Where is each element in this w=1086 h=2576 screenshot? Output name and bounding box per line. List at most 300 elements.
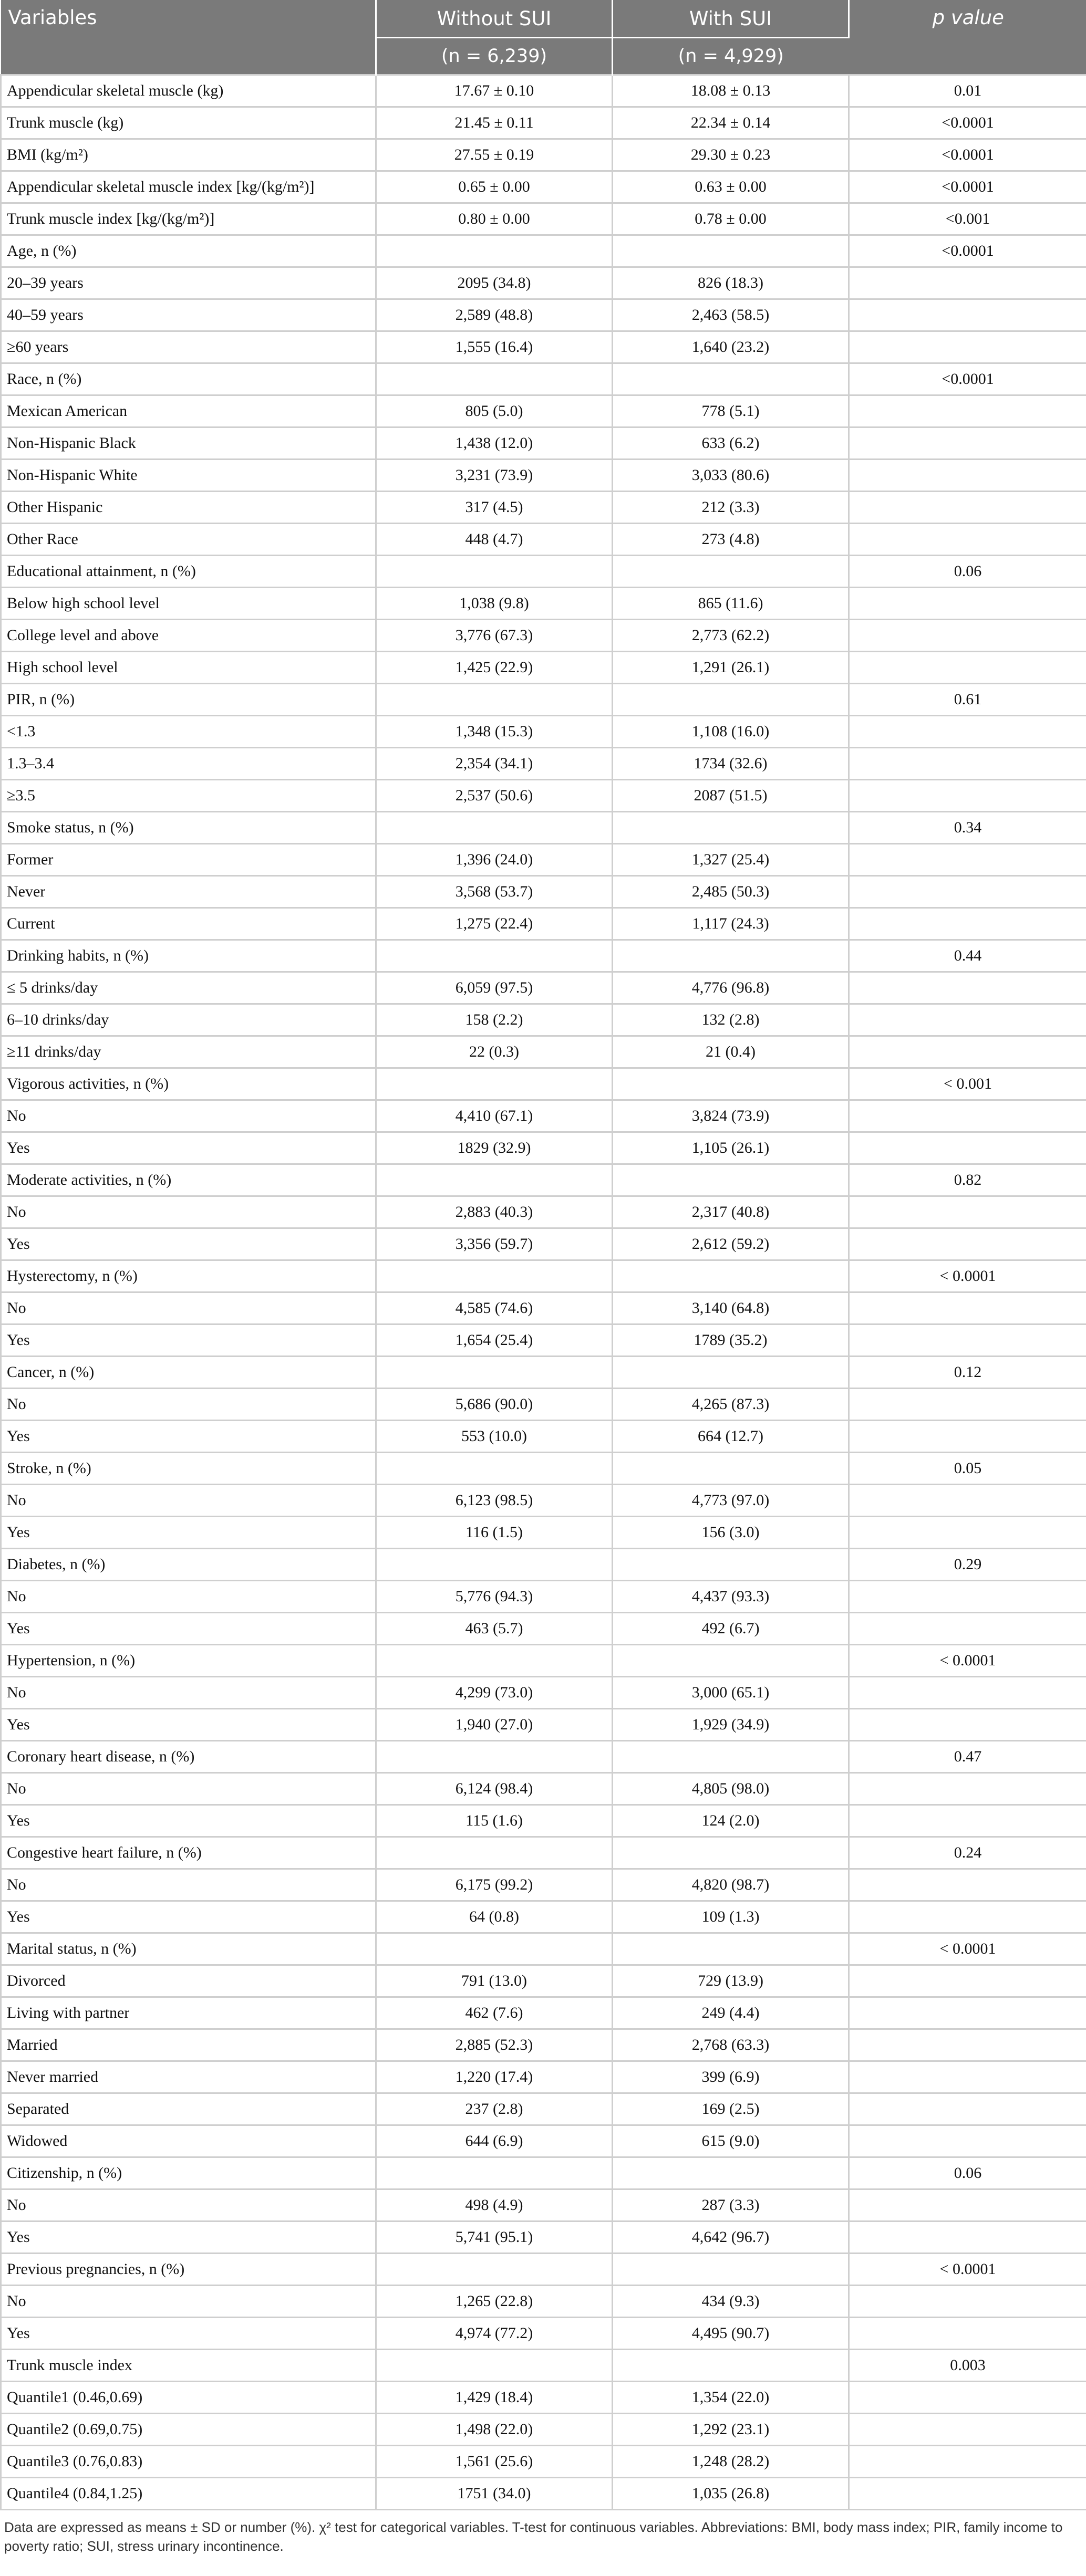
cell-without-sui: 1,265 (22.8) [376, 2286, 613, 2318]
cell-variable: Trunk muscle (kg) [1, 107, 376, 139]
cell-p-value [849, 1677, 1086, 1709]
cell-p-value [849, 908, 1086, 940]
cell-variable: Trunk muscle index [kg/(kg/m²)] [1, 203, 376, 235]
table-row [1, 1132, 1086, 1164]
cell-with-sui: 1,327 (25.4) [613, 844, 849, 876]
table-row [1, 748, 1086, 780]
cell-without-sui: 1,275 (22.4) [376, 908, 613, 940]
table-row [1, 1613, 1086, 1645]
table-row [1, 1869, 1086, 1901]
cell-p-value: < 0.0001 [849, 2254, 1086, 2286]
table-row [1, 460, 1086, 492]
cell-variable: Current [1, 908, 376, 940]
table-row [1, 2061, 1086, 2093]
cell-without-sui: 3,568 (53.7) [376, 876, 613, 908]
cell-without-sui: 1,940 (27.0) [376, 1709, 613, 1741]
table-row [1, 75, 1086, 107]
cell-variable: Appendicular skeletal muscle index [kg/(kg/m²)] [1, 171, 376, 203]
cell-with-sui: 1,640 (23.2) [613, 331, 849, 363]
table-row [1, 2157, 1086, 2189]
table-row [1, 2222, 1086, 2254]
header-without-sui-n: (n = 6,239) [376, 38, 613, 75]
table-row [1, 588, 1086, 620]
cell-with-sui: 3,033 (80.6) [613, 460, 849, 492]
cell-variable: Divorced [1, 1965, 376, 1997]
table-body [1, 75, 1086, 2510]
cell-with-sui [613, 1357, 849, 1389]
cell-with-sui: 1,105 (26.1) [613, 1132, 849, 1164]
table-row [1, 1036, 1086, 1068]
cell-without-sui: 2,883 (40.3) [376, 1196, 613, 1228]
table-row [1, 1292, 1086, 1324]
cell-with-sui: 826 (18.3) [613, 267, 849, 299]
table-row [1, 1773, 1086, 1805]
cell-without-sui [376, 2254, 613, 2286]
table-row [1, 1901, 1086, 1933]
cell-variable: Non-Hispanic Black [1, 427, 376, 460]
cell-without-sui [376, 556, 613, 588]
cell-variable: Married [1, 2029, 376, 2061]
cell-p-value [849, 2446, 1086, 2478]
cell-without-sui: 1,438 (12.0) [376, 427, 613, 460]
header-variables: Variables [1, 0, 376, 75]
cell-p-value: <0.0001 [849, 139, 1086, 171]
cell-p-value: 0.44 [849, 940, 1086, 972]
cell-p-value: 0.61 [849, 684, 1086, 716]
cell-p-value: 0.06 [849, 2157, 1086, 2189]
cell-without-sui: 2095 (34.8) [376, 267, 613, 299]
cell-with-sui: 4,805 (98.0) [613, 1773, 849, 1805]
table-row [1, 1100, 1086, 1132]
cell-with-sui: 3,000 (65.1) [613, 1677, 849, 1709]
cell-variable: No [1, 1389, 376, 1421]
cell-variable: Appendicular skeletal muscle (kg) [1, 75, 376, 107]
cell-with-sui: 212 (3.3) [613, 492, 849, 524]
cell-with-sui: 287 (3.3) [613, 2189, 849, 2222]
table-row [1, 844, 1086, 876]
table-row [1, 299, 1086, 331]
cell-p-value: < 0.001 [849, 1068, 1086, 1100]
cell-p-value [849, 1773, 1086, 1805]
cell-variable: Below high school level [1, 588, 376, 620]
cell-variable: Quantile4 (0.84,1.25) [1, 2478, 376, 2510]
cell-p-value [849, 299, 1086, 331]
table-row [1, 2382, 1086, 2414]
cell-with-sui: 273 (4.8) [613, 524, 849, 556]
cell-p-value [849, 1132, 1086, 1164]
header-with-sui: With SUI [613, 0, 849, 38]
cell-p-value [849, 2318, 1086, 2350]
cell-variable: Yes [1, 1709, 376, 1741]
cell-variable: Separated [1, 2093, 376, 2125]
cell-with-sui [613, 1164, 849, 1196]
table-row [1, 203, 1086, 235]
cell-variable: 20–39 years [1, 267, 376, 299]
cell-variable: Yes [1, 1132, 376, 1164]
cell-with-sui: 169 (2.5) [613, 2093, 849, 2125]
cell-p-value [849, 1805, 1086, 1837]
table-row [1, 652, 1086, 684]
cell-without-sui: 463 (5.7) [376, 1613, 613, 1645]
cell-p-value [849, 1228, 1086, 1260]
cell-without-sui: 4,974 (77.2) [376, 2318, 613, 2350]
cell-p-value [849, 2189, 1086, 2222]
cell-variable: Moderate activities, n (%) [1, 1164, 376, 1196]
cell-without-sui: 64 (0.8) [376, 1901, 613, 1933]
cell-variable: High school level [1, 652, 376, 684]
cell-with-sui: 664 (12.7) [613, 1421, 849, 1453]
table-row [1, 2446, 1086, 2478]
cell-variable: <1.3 [1, 716, 376, 748]
cell-with-sui: 1734 (32.6) [613, 748, 849, 780]
cell-variable: Never married [1, 2061, 376, 2093]
cell-p-value: <0.001 [849, 203, 1086, 235]
cell-without-sui: 1,555 (16.4) [376, 331, 613, 363]
cell-with-sui: 399 (6.9) [613, 2061, 849, 2093]
cell-p-value [849, 1100, 1086, 1132]
table-row [1, 331, 1086, 363]
cell-with-sui [613, 2350, 849, 2382]
cell-p-value [849, 1965, 1086, 1997]
cell-p-value [849, 1485, 1086, 1517]
cell-p-value: 0.06 [849, 556, 1086, 588]
cell-p-value: 0.82 [849, 1164, 1086, 1196]
cell-without-sui [376, 1837, 613, 1869]
cell-variable: Mexican American [1, 395, 376, 427]
cell-p-value [849, 748, 1086, 780]
table-row [1, 2350, 1086, 2382]
table-row [1, 235, 1086, 267]
cell-without-sui: 4,410 (67.1) [376, 1100, 613, 1132]
cell-without-sui [376, 1549, 613, 1581]
cell-with-sui: 0.63 ± 0.00 [613, 171, 849, 203]
table-row [1, 2286, 1086, 2318]
cell-without-sui [376, 1645, 613, 1677]
table-row [1, 2093, 1086, 2125]
table-row [1, 395, 1086, 427]
table-row [1, 1741, 1086, 1773]
cell-variable: Yes [1, 1228, 376, 1260]
cell-without-sui: 5,776 (94.3) [376, 1581, 613, 1613]
table-row [1, 812, 1086, 844]
cell-with-sui: 156 (3.0) [613, 1517, 849, 1549]
cell-p-value [849, 492, 1086, 524]
header-p-value: p value [849, 0, 1086, 75]
cell-p-value [849, 1004, 1086, 1036]
cell-variable: Citizenship, n (%) [1, 2157, 376, 2189]
cell-variable: Never [1, 876, 376, 908]
cell-without-sui [376, 1068, 613, 1100]
cell-with-sui: 2,317 (40.8) [613, 1196, 849, 1228]
cell-without-sui [376, 812, 613, 844]
cell-p-value [849, 427, 1086, 460]
cell-without-sui [376, 363, 613, 395]
table-row [1, 1324, 1086, 1357]
cell-with-sui: 109 (1.3) [613, 1901, 849, 1933]
cell-without-sui: 317 (4.5) [376, 492, 613, 524]
table-row [1, 556, 1086, 588]
cell-with-sui: 4,265 (87.3) [613, 1389, 849, 1421]
cell-p-value: 0.29 [849, 1549, 1086, 1581]
cell-with-sui [613, 1741, 849, 1773]
cell-without-sui: 2,537 (50.6) [376, 780, 613, 812]
cell-without-sui [376, 1260, 613, 1292]
cell-without-sui [376, 1453, 613, 1485]
cell-variable: Cancer, n (%) [1, 1357, 376, 1389]
cell-variable: Educational attainment, n (%) [1, 556, 376, 588]
cell-variable: No [1, 1196, 376, 1228]
cell-p-value: 0.34 [849, 812, 1086, 844]
cell-p-value [849, 1613, 1086, 1645]
table-row [1, 1581, 1086, 1613]
cell-with-sui: 492 (6.7) [613, 1613, 849, 1645]
table-row [1, 940, 1086, 972]
cell-p-value [849, 1901, 1086, 1933]
cell-without-sui [376, 1933, 613, 1965]
table-row [1, 1453, 1086, 1485]
cell-p-value [849, 2061, 1086, 2093]
cell-p-value [849, 588, 1086, 620]
cell-with-sui [613, 363, 849, 395]
cell-p-value: <0.0001 [849, 363, 1086, 395]
cell-p-value [849, 524, 1086, 556]
cell-without-sui [376, 684, 613, 716]
cell-with-sui: 1,248 (28.2) [613, 2446, 849, 2478]
cell-variable: Age, n (%) [1, 235, 376, 267]
table-row [1, 1709, 1086, 1741]
cell-variable: No [1, 2189, 376, 2222]
table-row [1, 2478, 1086, 2510]
cell-without-sui: 1,429 (18.4) [376, 2382, 613, 2414]
table-row [1, 1228, 1086, 1260]
cell-with-sui: 4,437 (93.3) [613, 1581, 849, 1613]
cell-p-value [849, 716, 1086, 748]
cell-variable: College level and above [1, 620, 376, 652]
cell-variable: Congestive heart failure, n (%) [1, 1837, 376, 1869]
cell-p-value: < 0.0001 [849, 1645, 1086, 1677]
cell-variable: Quantile3 (0.76,0.83) [1, 2446, 376, 2478]
table-row [1, 2318, 1086, 2350]
table-row [1, 1645, 1086, 1677]
cell-with-sui: 1,929 (34.9) [613, 1709, 849, 1741]
cell-variable: Quantile1 (0.46,0.69) [1, 2382, 376, 2414]
cell-with-sui: 21 (0.4) [613, 1036, 849, 1068]
cell-with-sui: 3,140 (64.8) [613, 1292, 849, 1324]
cell-variable: Former [1, 844, 376, 876]
table-row [1, 876, 1086, 908]
cell-p-value [849, 1581, 1086, 1613]
header-without-sui: Without SUI [376, 0, 613, 38]
cell-variable: No [1, 1773, 376, 1805]
cell-variable: Yes [1, 1901, 376, 1933]
cell-p-value: <0.0001 [849, 107, 1086, 139]
cell-without-sui: 116 (1.5) [376, 1517, 613, 1549]
cell-p-value [849, 460, 1086, 492]
cell-p-value [849, 972, 1086, 1004]
cell-with-sui: 2,773 (62.2) [613, 620, 849, 652]
cell-variable: ≥60 years [1, 331, 376, 363]
table-row [1, 1837, 1086, 1869]
cell-without-sui: 553 (10.0) [376, 1421, 613, 1453]
cell-variable: Diabetes, n (%) [1, 1549, 376, 1581]
cell-p-value: <0.0001 [849, 171, 1086, 203]
cell-with-sui: 4,495 (90.7) [613, 2318, 849, 2350]
cell-variable: Hysterectomy, n (%) [1, 1260, 376, 1292]
cell-without-sui: 1,425 (22.9) [376, 652, 613, 684]
cell-without-sui: 21.45 ± 0.11 [376, 107, 613, 139]
cell-variable: No [1, 1869, 376, 1901]
cell-without-sui: 27.55 ± 0.19 [376, 139, 613, 171]
table-row [1, 2254, 1086, 2286]
cell-without-sui: 115 (1.6) [376, 1805, 613, 1837]
cell-with-sui: 778 (5.1) [613, 395, 849, 427]
cell-without-sui: 6,059 (97.5) [376, 972, 613, 1004]
cell-without-sui [376, 235, 613, 267]
cell-with-sui [613, 812, 849, 844]
cell-p-value [849, 1421, 1086, 1453]
cell-variable: No [1, 1581, 376, 1613]
table-row [1, 1068, 1086, 1100]
cell-without-sui: 1,498 (22.0) [376, 2414, 613, 2446]
table-row [1, 2189, 1086, 2222]
cell-variable: 40–59 years [1, 299, 376, 331]
cell-without-sui: 6,175 (99.2) [376, 1869, 613, 1901]
cell-without-sui: 5,686 (90.0) [376, 1389, 613, 1421]
cell-p-value [849, 2414, 1086, 2446]
cell-variable: Yes [1, 2318, 376, 2350]
cell-without-sui: 448 (4.7) [376, 524, 613, 556]
cell-with-sui [613, 2157, 849, 2189]
cell-p-value: 0.05 [849, 1453, 1086, 1485]
cell-without-sui: 4,585 (74.6) [376, 1292, 613, 1324]
cell-with-sui [613, 1549, 849, 1581]
cell-with-sui: 29.30 ± 0.23 [613, 139, 849, 171]
cell-without-sui: 2,354 (34.1) [376, 748, 613, 780]
cell-with-sui: 18.08 ± 0.13 [613, 75, 849, 107]
cell-variable: Other Hispanic [1, 492, 376, 524]
cell-with-sui [613, 1260, 849, 1292]
cell-with-sui: 434 (9.3) [613, 2286, 849, 2318]
table-row [1, 1196, 1086, 1228]
cell-without-sui: 0.80 ± 0.00 [376, 203, 613, 235]
cell-without-sui: 0.65 ± 0.00 [376, 171, 613, 203]
cell-p-value [849, 1517, 1086, 1549]
cell-without-sui: 462 (7.6) [376, 1997, 613, 2029]
cell-without-sui: 791 (13.0) [376, 1965, 613, 1997]
cell-p-value: < 0.0001 [849, 1933, 1086, 1965]
cell-variable: Trunk muscle index [1, 2350, 376, 2382]
cell-p-value [849, 2286, 1086, 2318]
table-row [1, 684, 1086, 716]
cell-without-sui: 17.67 ± 0.10 [376, 75, 613, 107]
cell-with-sui [613, 235, 849, 267]
cell-with-sui: 1,108 (16.0) [613, 716, 849, 748]
cell-variable: Yes [1, 1517, 376, 1549]
table-row [1, 1004, 1086, 1036]
cell-without-sui: 2,885 (52.3) [376, 2029, 613, 2061]
cell-without-sui: 1,396 (24.0) [376, 844, 613, 876]
cell-variable: PIR, n (%) [1, 684, 376, 716]
cell-variable: Marital status, n (%) [1, 1933, 376, 1965]
cell-p-value [849, 780, 1086, 812]
table-row [1, 1997, 1086, 2029]
table-row [1, 1389, 1086, 1421]
table-row [1, 139, 1086, 171]
table-row [1, 1517, 1086, 1549]
cell-without-sui [376, 940, 613, 972]
cell-without-sui [376, 1741, 613, 1773]
cell-without-sui: 158 (2.2) [376, 1004, 613, 1036]
table-row [1, 427, 1086, 460]
cell-p-value [849, 1036, 1086, 1068]
cell-variable: No [1, 1292, 376, 1324]
cell-without-sui: 3,231 (73.9) [376, 460, 613, 492]
cell-with-sui: 4,776 (96.8) [613, 972, 849, 1004]
cell-variable: Yes [1, 1324, 376, 1357]
cell-p-value [849, 844, 1086, 876]
header-with-sui-n: (n = 4,929) [613, 38, 849, 75]
cell-variable: Yes [1, 2222, 376, 2254]
cell-with-sui: 1,117 (24.3) [613, 908, 849, 940]
cell-variable: ≥3.5 [1, 780, 376, 812]
table-row [1, 716, 1086, 748]
cell-with-sui: 3,824 (73.9) [613, 1100, 849, 1132]
cell-variable: Living with partner [1, 1997, 376, 2029]
cell-with-sui: 249 (4.4) [613, 1997, 849, 2029]
cell-without-sui: 4,299 (73.0) [376, 1677, 613, 1709]
cell-p-value [849, 2222, 1086, 2254]
cell-with-sui: 4,773 (97.0) [613, 1485, 849, 1517]
table-row [1, 107, 1086, 139]
cell-variable: Widowed [1, 2125, 376, 2157]
cell-p-value [849, 1869, 1086, 1901]
cell-p-value [849, 1997, 1086, 2029]
cell-p-value: 0.24 [849, 1837, 1086, 1869]
cell-with-sui [613, 940, 849, 972]
cell-p-value [849, 331, 1086, 363]
cell-without-sui: 1,654 (25.4) [376, 1324, 613, 1357]
cell-with-sui: 22.34 ± 0.14 [613, 107, 849, 139]
table-row [1, 780, 1086, 812]
cell-with-sui: 615 (9.0) [613, 2125, 849, 2157]
cell-with-sui [613, 1837, 849, 1869]
cell-variable: Yes [1, 1613, 376, 1645]
cell-variable: Quantile2 (0.69,0.75) [1, 2414, 376, 2446]
cell-variable: Previous pregnancies, n (%) [1, 2254, 376, 2286]
cell-variable: No [1, 1677, 376, 1709]
cell-without-sui [376, 2350, 613, 2382]
cell-without-sui: 1829 (32.9) [376, 1132, 613, 1164]
table-row [1, 908, 1086, 940]
table-row [1, 1357, 1086, 1389]
cell-with-sui [613, 556, 849, 588]
cell-variable: Smoke status, n (%) [1, 812, 376, 844]
cell-p-value [849, 267, 1086, 299]
table-row [1, 1933, 1086, 1965]
cell-without-sui: 22 (0.3) [376, 1036, 613, 1068]
table-row [1, 1965, 1086, 1997]
cell-with-sui: 1,354 (22.0) [613, 2382, 849, 2414]
cell-without-sui: 3,356 (59.7) [376, 1228, 613, 1260]
cell-p-value: 0.01 [849, 75, 1086, 107]
cell-variable: Stroke, n (%) [1, 1453, 376, 1485]
table-row [1, 620, 1086, 652]
cell-p-value: 0.003 [849, 2350, 1086, 2382]
table-row [1, 1421, 1086, 1453]
cell-with-sui [613, 1933, 849, 1965]
cell-variable: ≥11 drinks/day [1, 1036, 376, 1068]
table-row [1, 1260, 1086, 1292]
